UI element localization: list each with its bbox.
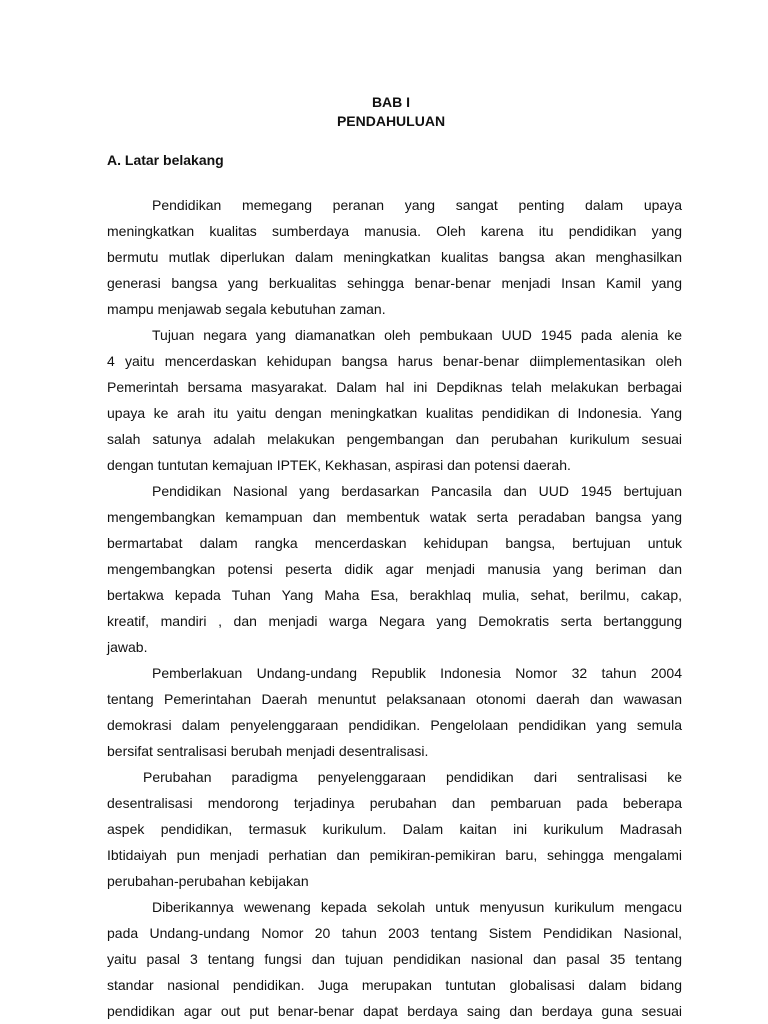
paragraph-line: mengembangkan kemampuan dan membentuk watak serta peradaban bangsa yang — [107, 509, 682, 525]
paragraph-line: demokrasi dalam penyelenggaraan pendidikan. Pengelolaan pendidikan yang semula — [107, 717, 682, 733]
paragraph-line: Pendidikan Nasional yang berdasarkan Pancasila dan UUD 1945 bertujuan — [152, 483, 682, 499]
body-text — [107, 192, 682, 1024]
paragraph-line: aspek pendidikan, termasuk kurikulum. Dalam kaitan ini kurikulum Madrasah — [107, 821, 682, 837]
paragraph-line: bersifat sentralisasi berubah menjadi desentralisasi. — [107, 743, 429, 759]
section-heading: A. Latar belakang — [107, 152, 224, 168]
paragraph — [107, 660, 682, 764]
chapter-title: PENDAHULUAN — [336, 113, 446, 129]
paragraph-line: standar nasional pendidikan. Juga merupakan tuntutan globalisasi dalam bidang — [107, 977, 682, 993]
paragraph-line: 4 yaitu mencerdaskan kehidupan bangsa harus benar-benar diimplementasikan oleh — [107, 353, 682, 369]
paragraph-line: pendidikan agar out put benar-benar dapat berdaya saing dan berdaya guna sesuai — [107, 1003, 682, 1019]
paragraph-line: desentralisasi mendorong terjadinya perubahan dan pembaruan pada beberapa — [107, 795, 682, 811]
paragraph-line: generasi bangsa yang berkualitas sehingga benar-benar menjadi Insan Kamil yang — [107, 275, 682, 291]
paragraph-line: perubahan-perubahan kebijakan — [107, 873, 309, 889]
paragraph-line: Pemberlakuan Undang-undang Republik Indonesia Nomor 32 tahun 2004 — [152, 665, 682, 681]
paragraph-line: Pemerintah bersama masyarakat. Dalam hal ini Depdiknas telah melakukan berbagai — [107, 379, 682, 395]
paragraph-line: pada Undang-undang Nomor 20 tahun 2003 tentang Sistem Pendidikan Nasional, — [107, 925, 682, 941]
paragraph-line: upaya ke arah itu yaitu dengan meningkatkan kualitas pendidikan di Indonesia. Yang — [107, 405, 682, 421]
paragraph-line: tentang Pemerintahan Daerah menuntut pelaksanaan otonomi daerah dan wawasan — [107, 691, 682, 707]
paragraph-line: dengan tuntutan kemajuan IPTEK, Kekhasan, aspirasi dan potensi daerah. — [107, 457, 571, 473]
chapter-number: BAB I — [371, 94, 411, 110]
paragraph-line: meningkatkan kualitas sumberdaya manusia. Oleh karena itu pendidikan yang — [107, 223, 682, 239]
paragraph-line: Tujuan negara yang diamanatkan oleh pembukaan UUD 1945 pada alenia ke — [152, 327, 682, 343]
paragraph — [107, 764, 682, 894]
paragraph-line: kreatif, mandiri , dan menjadi warga Negara yang Demokratis serta bertanggung — [107, 613, 682, 629]
paragraph-line: bermartabat dalam rangka mencerdaskan kehidupan bangsa, bertujuan untuk — [107, 535, 682, 551]
paragraph — [107, 322, 682, 478]
paragraph-line: mampu menjawab segala kebutuhan zaman. — [107, 301, 386, 317]
paragraph-line: mengembangkan potensi peserta didik agar menjadi manusia yang beriman dan — [107, 561, 682, 577]
paragraph-line: Perubahan paradigma penyelenggaraan pendidikan dari sentralisasi ke — [143, 769, 682, 785]
paragraph-line: yaitu pasal 3 tentang fungsi dan tujuan pendidikan nasional dan pasal 35 tentang — [107, 951, 682, 967]
paragraph-line: bertakwa kepada Tuhan Yang Maha Esa, berakhlaq mulia, sehat, berilmu, cakap, — [107, 587, 682, 603]
paragraph-line: bermutu mutlak diperlukan dalam meningkatkan kualitas bangsa akan menghasilkan — [107, 249, 682, 265]
paragraph-line: salah satunya adalah melakukan pengembangan dan perubahan kurikulum sesuai — [107, 431, 682, 447]
paragraph — [107, 478, 682, 660]
paragraph-line: Ibtidaiyah pun menjadi perhatian dan pemikiran-pemikiran baru, sehingga mengalami — [107, 847, 682, 863]
paragraph — [107, 894, 682, 1024]
paragraph-line: Diberikannya wewenang kepada sekolah untuk menyusun kurikulum mengacu — [152, 899, 682, 915]
paragraph — [107, 192, 682, 322]
paragraph-line: Pendidikan memegang peranan yang sangat penting dalam upaya — [152, 197, 682, 213]
paragraph-line: jawab. — [107, 639, 148, 655]
